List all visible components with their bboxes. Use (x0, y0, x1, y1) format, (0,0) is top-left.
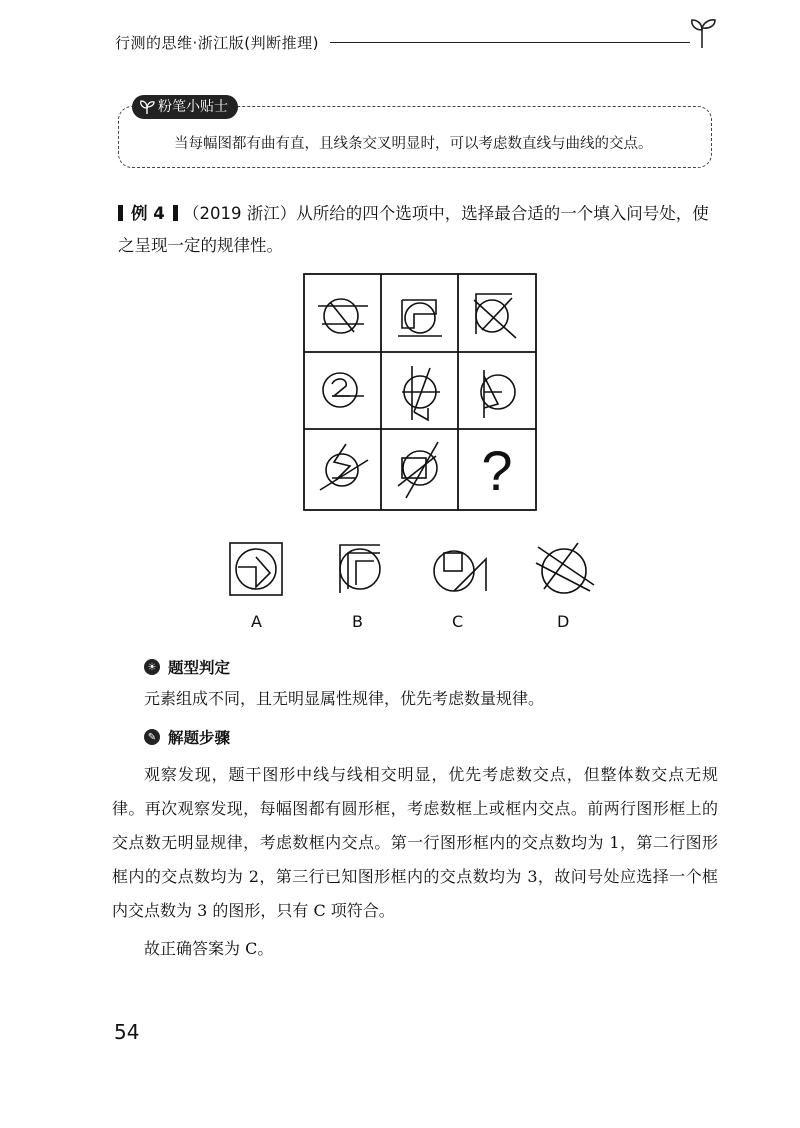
option-b-label: B (352, 612, 363, 631)
option-d-figure (530, 537, 600, 601)
running-header-title: 行测的思维·浙江版(判断推理) (115, 34, 319, 52)
tip-badge-label: 粉笔小贴士 (158, 99, 228, 115)
question-mark: ? (481, 439, 513, 502)
option-d-label: D (557, 612, 570, 631)
grid-figure-1 (318, 299, 368, 333)
example-label: 例 4 (131, 204, 165, 223)
section-question-type (144, 656, 230, 678)
option-c-label: C (452, 612, 464, 631)
header-rule (330, 42, 690, 43)
option-a-figure (226, 537, 290, 601)
bulb-icon: ☀ (144, 659, 160, 675)
option-a-label: A (251, 612, 262, 631)
leaf-icon (139, 99, 155, 115)
steps-icon: ✎ (144, 729, 160, 745)
example-text: （2019 浙江）从所给的四个选项中，选择最合适的一个填入问号处，使之呈现一定的规律性。 (118, 204, 709, 255)
page-number: 54 (114, 1020, 140, 1044)
grid-figure-4 (323, 373, 364, 407)
example-question (118, 198, 718, 262)
sprout-icon (688, 16, 718, 50)
grid-figure-3 (474, 294, 516, 338)
label-bar-right (173, 205, 178, 221)
tip-text: 当每幅图都有曲有直，且线条交叉明显时，可以考虑数直线与曲线的交点。 (174, 136, 653, 152)
grid-figure-6 (481, 370, 515, 418)
section-question-type-text: 元素组成不同，且无明显属性规律，优先考虑数量规律。 (144, 689, 545, 708)
solution-paragraph: 观察发现，题干图形中线与线相交明显，优先考虑数交点，但整体数交点无规律。再次观察发现，每幅图都有圆形框，考虑数框上或框内交点。前两行图形框上的交点数无明显规律，考虑数框内交点。第一行图形框内的交点数均为 1，第二行图形框内的交点数均为 2，第三行已知图形框内的交点数均为 3，故问号处应选择一个框内交点数为 3 的图形，只有 C 项符合。 (112, 765, 718, 920)
section-solution-steps-title: 解题步骤 (168, 729, 231, 747)
grid-figure-7 (320, 444, 368, 490)
grid-figure-5 (402, 366, 440, 420)
grid-figure-8 (398, 442, 438, 498)
label-bar-left (118, 205, 123, 221)
tip-badge (132, 95, 238, 119)
section-solution-steps (144, 726, 230, 748)
grid-figure-2 (398, 300, 442, 336)
answer-line: 故正确答案为 C。 (144, 939, 274, 958)
option-b-figure (328, 537, 392, 601)
section-question-type-title: 题型判定 (168, 659, 231, 677)
option-c-figure (426, 537, 496, 601)
puzzle-grid (302, 272, 538, 512)
